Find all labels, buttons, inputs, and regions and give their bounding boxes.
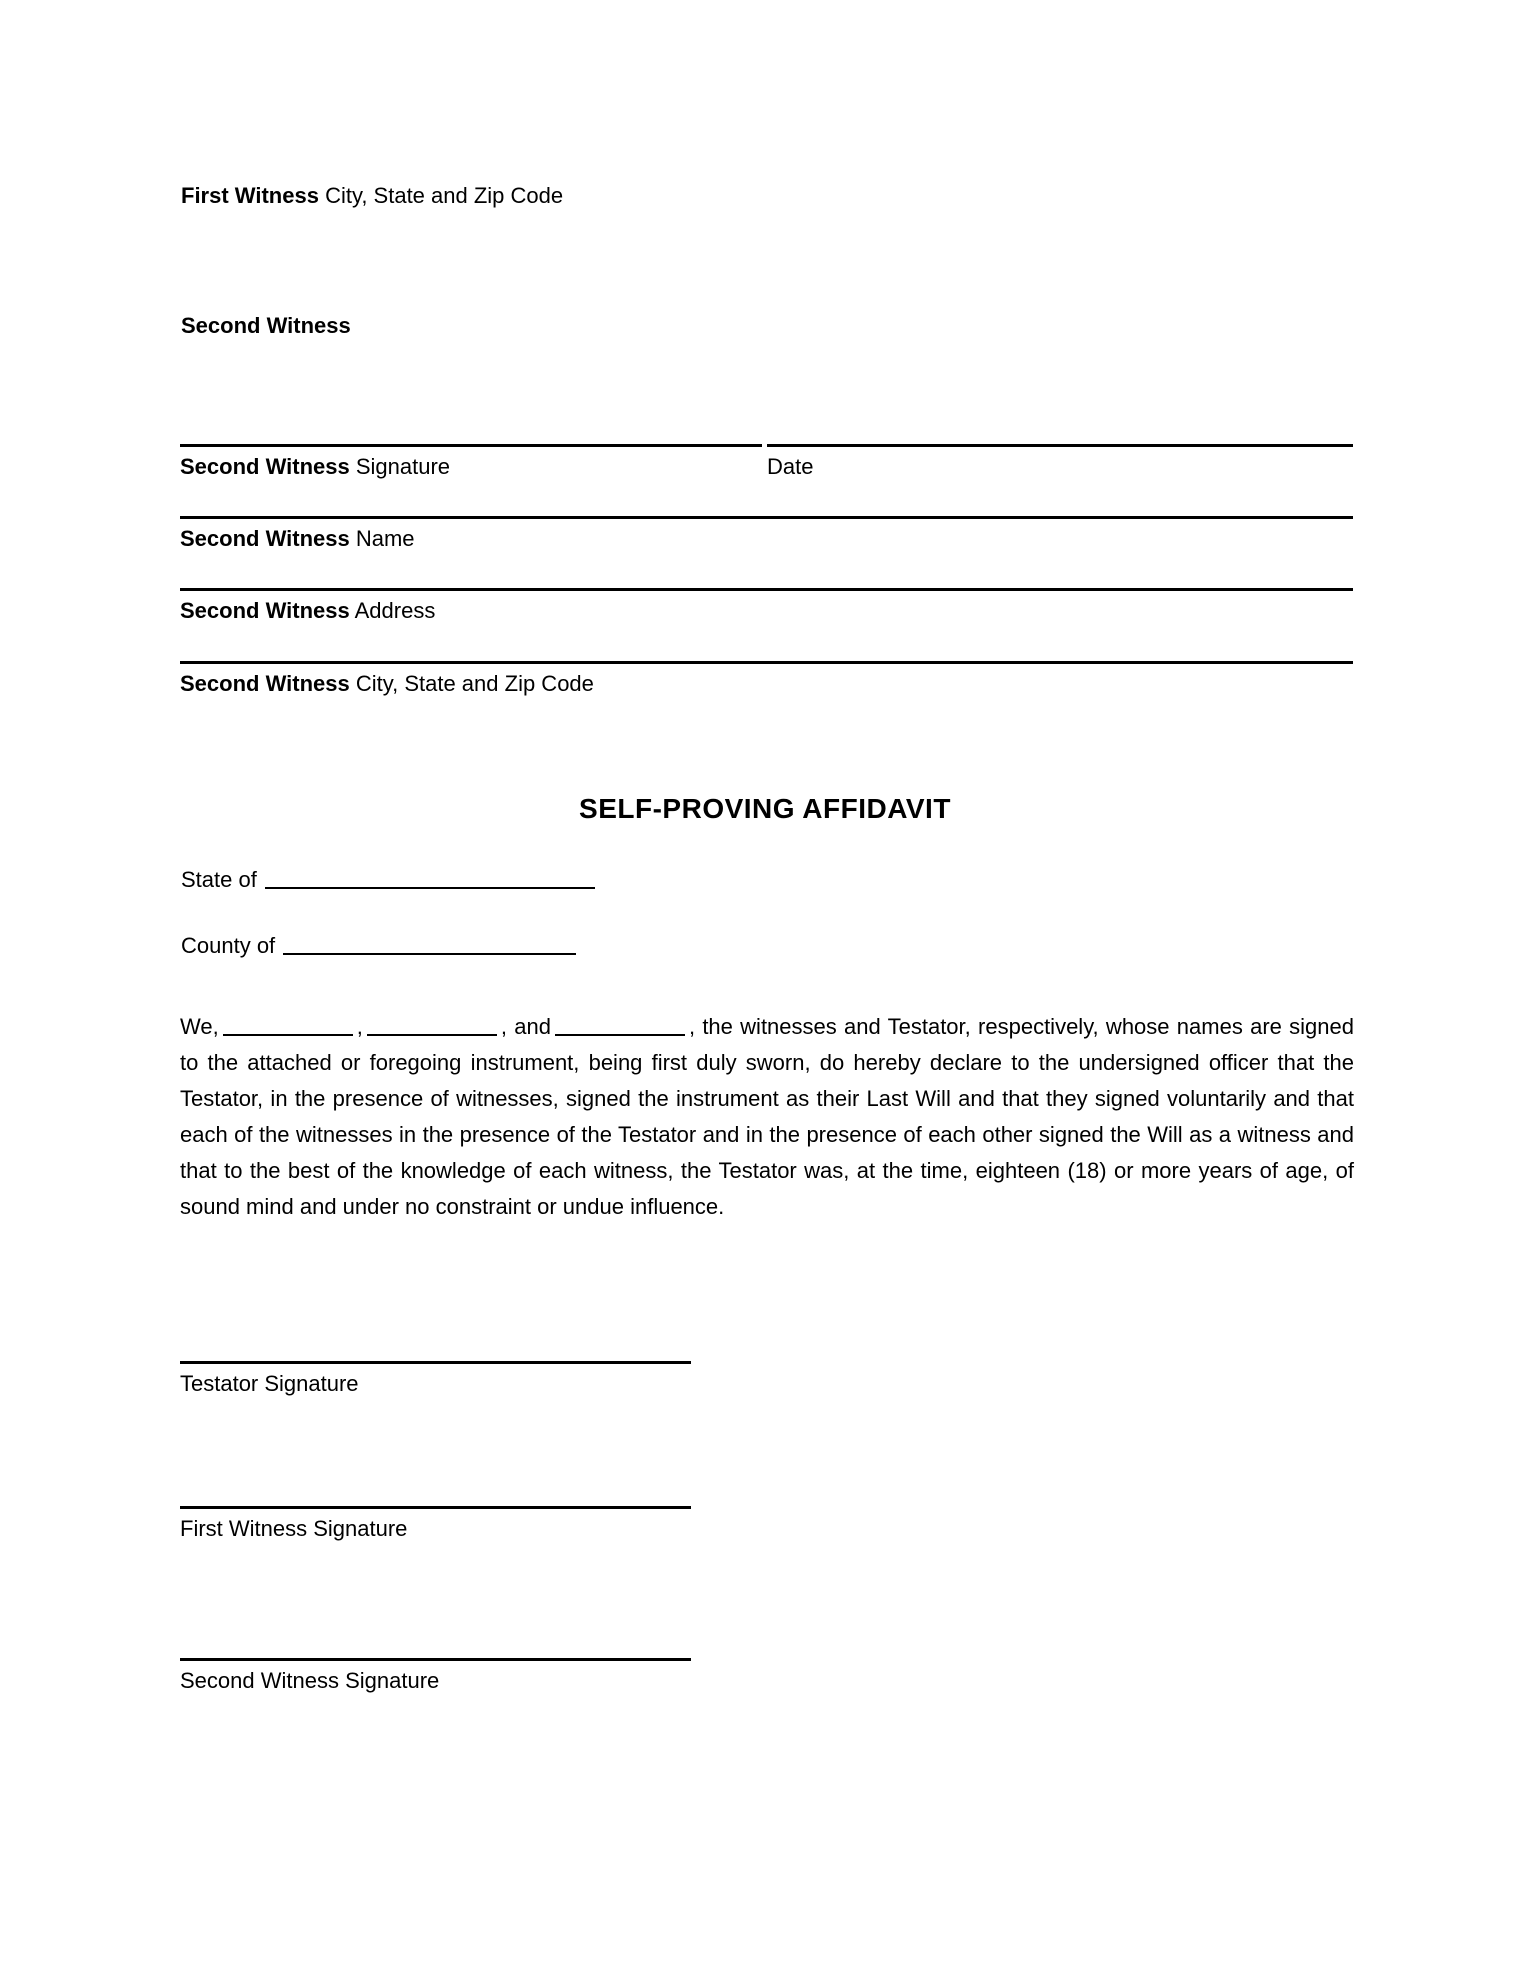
- affidavit-title: SELF-PROVING AFFIDAVIT: [579, 793, 951, 824]
- second-witness-signature-label: [180, 447, 762, 480]
- first-witness-city-label-rest: City, State and Zip Code: [318, 183, 564, 208]
- second-witness-city-field: [180, 661, 1353, 697]
- county-of-row: [181, 931, 576, 959]
- state-blank[interactable]: [265, 867, 595, 889]
- second-witness-city-label-rest: City, State and Zip Code: [349, 671, 594, 696]
- testator-signature-field: [180, 1361, 691, 1397]
- first-witness-signature-label: First Witness Signature: [180, 1516, 408, 1541]
- affidavit-body-paragraph: [180, 1009, 1354, 1225]
- second-witness-address-label: [180, 591, 1353, 624]
- body-seg3: , and: [500, 1014, 551, 1039]
- second-witness-signature-label-bold: Second Witness: [180, 454, 350, 479]
- second-witness-name-label: [180, 519, 1353, 552]
- second-witness-name-field: [180, 516, 1353, 552]
- testator-signature-label: Testator Signature: [180, 1371, 359, 1396]
- second-witness-address-label-bold: Second Witness: [180, 598, 350, 623]
- date-field: [767, 444, 1353, 480]
- second-witness-name-label-bold: Second Witness: [180, 526, 350, 551]
- second-witness-signature-label-rest: Signature: [349, 454, 451, 479]
- body-seg2: ,: [356, 1014, 363, 1039]
- state-of-row: [181, 865, 595, 893]
- second-witness-address-label-rest: Address: [349, 598, 436, 623]
- second-witness-city-label: [180, 664, 1353, 697]
- first-witness-city-label: [181, 183, 563, 209]
- county-blank[interactable]: [283, 933, 576, 955]
- second-witness-bottom-signature-field: [180, 1658, 691, 1694]
- second-witness-heading: Second Witness: [181, 313, 351, 338]
- second-witness-address-field: [180, 588, 1353, 624]
- date-label: Date: [767, 454, 814, 479]
- second-witness-signature-field: [180, 444, 762, 480]
- county-of-label: County of: [181, 933, 276, 958]
- testator-name-blank[interactable]: [555, 1014, 685, 1036]
- body-seg4: , the witnesses and Testator, respectively, whose names are signed to the attached or foregoing instrument, being first duly sworn, do hereby declare to the undersigned officer that the Testator, in the presence of witnesses, signed the instrument as their Last Will and that they signed voluntarily and that each of the witnesses in the presence of the Testator and in the presence of each other signed the Will as a witness and that to the best of the knowledge of each witness, the Testator was, at the time, eighteen (18) or more years of age, of sound mind and under no constraint or undue influence.: [180, 1014, 1354, 1219]
- second-witness-bottom-signature-label: Second Witness Signature: [180, 1668, 440, 1693]
- body-seg1: We,: [180, 1014, 219, 1039]
- first-witness-signature-field: [180, 1506, 691, 1542]
- second-witness-city-label-bold: Second Witness: [180, 671, 350, 696]
- first-witness-city-label-bold: First Witness: [181, 183, 319, 208]
- witness-name-blank-2[interactable]: [367, 1014, 497, 1036]
- state-of-label: State of: [181, 867, 257, 892]
- second-witness-name-label-rest: Name: [349, 526, 415, 551]
- witness-name-blank-1[interactable]: [223, 1014, 353, 1036]
